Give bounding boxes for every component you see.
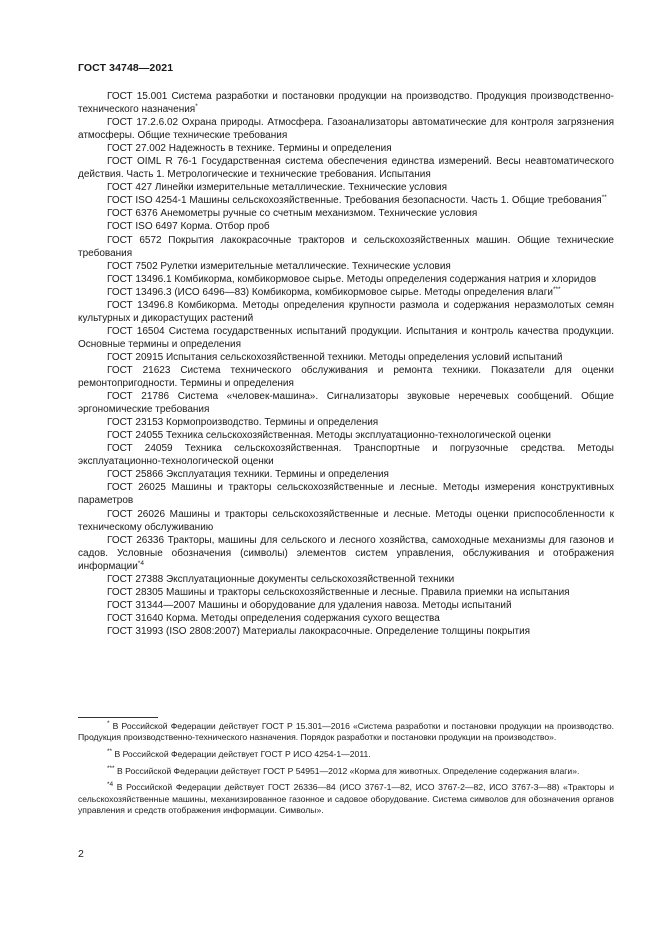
reference-text: ГОСТ 13496.1 Комбикорма, комбикормовое сырье. Методы определения содержания натрия и хлоридов <box>107 273 597 285</box>
reference-text: ГОСТ 31640 Корма. Методы определения содержания сухого вещества <box>107 612 440 624</box>
reference-text: ГОСТ 21786 Система «человек-машина». Сигнализаторы звуковые неречевых сообщений. Общие эргономические требования <box>78 391 614 416</box>
reference-item <box>78 442 614 468</box>
reference-text: ГОСТ OIML R 76-1 Государственная система обеспечения единства измерений. Весы неавтоматического действия. Часть 1. Метрологические и технические требования. Испытания <box>78 156 614 181</box>
reference-text: ГОСТ 6572 Покрытия лакокрасочные тракторов и сельскохозяйственных машин. Общие технические требования <box>78 234 614 259</box>
reference-item <box>78 429 614 442</box>
reference-text: ГОСТ 28305 Машины и тракторы сельскохозяйственные и лесные. Правила приемки на испытания <box>107 586 570 598</box>
footnote-marker: * <box>195 103 198 111</box>
reference-text: ГОСТ ISO 6497 Корма. Отбор проб <box>107 221 270 233</box>
reference-item <box>78 142 614 155</box>
reference-item <box>78 481 614 507</box>
reference-text: ГОСТ ISO 4254-1 Машины сельскохозяйственные. Требования безопасности. Часть 1. Общие требования <box>107 195 602 207</box>
reference-item <box>78 155 614 181</box>
footnote-marker: *4 <box>137 559 144 567</box>
reference-item <box>78 273 614 286</box>
reference-item <box>78 207 614 220</box>
footnote-mark: * <box>107 720 110 727</box>
reference-item <box>78 181 614 194</box>
document-code-header: ГОСТ 34748—2021 <box>78 62 174 74</box>
reference-item <box>78 90 614 116</box>
footnote-item <box>78 749 614 760</box>
reference-item <box>78 299 614 325</box>
reference-text: ГОСТ 20915 Испытания сельскохозяйственной техники. Методы определения условий испытаний <box>107 351 563 363</box>
reference-item <box>78 573 614 586</box>
footnote-mark: *** <box>107 764 115 772</box>
reference-item <box>78 194 614 207</box>
reference-text: ГОСТ 24059 Техника сельскохозяйственная. Транспортные и погрузочные средства. Методы эксплуатационно-технологической оценки <box>78 443 614 468</box>
reference-item <box>78 468 614 481</box>
reference-item <box>78 534 614 573</box>
reference-text: ГОСТ 13496.3 (ИСО 6496—83) Комбикорма, комбикормовое сырье. Методы определения влаги <box>107 286 553 298</box>
reference-item <box>78 390 614 416</box>
reference-item <box>78 599 614 612</box>
footnote-mark: *4 <box>107 781 114 789</box>
page-number: 2 <box>78 848 84 860</box>
reference-item <box>78 260 614 273</box>
reference-text: ГОСТ 26026 Машины и тракторы сельскохозяйственные и лесные. Методы оценки приспособленности к техническому обслуживанию <box>78 508 614 533</box>
reference-text: ГОСТ 23153 Кормопроизводство. Термины и определения <box>107 417 379 429</box>
reference-text: ГОСТ 13496.8 Комбикорма. Методы определения крупности размола и содержания неразмолотых семян культурных и дикорастущих растений <box>78 299 614 324</box>
reference-item <box>78 586 614 599</box>
reference-text: ГОСТ 15.001 Система разработки и постановки продукции на производство. Продукция производственно-технического назначения <box>78 91 614 116</box>
footnote-item <box>78 782 614 816</box>
footnote-text: В Российской Федерации действует ГОСТ Р ИСО 4254-1—2011. <box>112 748 371 759</box>
reference-text: ГОСТ 21623 Система технического обслуживания и ремонта техники. Показатели для оценки ремонтопригодности. Термины и определения <box>78 364 614 390</box>
reference-text: ГОСТ 26336 Тракторы, машины для сельского и лесного хозяйства, самоходные механизмы для газонов и садов. Условные обозначения (символы) элементов систем управления, обслуживания и отображения информации <box>78 534 614 572</box>
footnote-mark: ** <box>107 747 113 755</box>
reference-text: ГОСТ 16504 Система государственных испытаний продукции. Испытания и контроль качества продукции. Основные термины и определения <box>78 325 614 350</box>
normative-references-list <box>78 90 614 638</box>
reference-item <box>78 612 614 625</box>
footnote-text: В Российской Федерации действует ГОСТ Р 15.301—2016 «Система разработки и постановки продукции на производство. Продукция производственно-технического назначения. Порядок разработки и постановки продукции на производство». <box>78 721 614 743</box>
reference-text: ГОСТ 31993 (ISO 2808:2007) Материалы лакокрасочные. Определение толщины покрытия <box>107 625 531 637</box>
reference-text: ГОСТ 25866 Эксплуатация техники. Термины и определения <box>107 469 389 481</box>
reference-text: ГОСТ 27388 Эксплуатационные документы сельскохозяйственной техники <box>107 573 455 585</box>
reference-text: ГОСТ 24055 Техника сельскохозяйственная. Методы эксплуатационно-технологической оценки <box>107 430 551 442</box>
footnote-text: В Российской Федерации действует ГОСТ 26336—84 (ИСО 3767-1—82, ИСО 3767-2—82, ИСО 3767-3—88) «Тракторы и сельскохозяйственные машины, механизированное газонное и садовое оборудование. Система символов для обозначения органов управления и средств отображения информации. Символы». <box>78 782 614 815</box>
reference-item <box>78 220 614 233</box>
reference-text: ГОСТ 7502 Рулетки измерительные металлические. Технические условия <box>107 260 451 272</box>
footnote-marker: ** <box>601 194 607 202</box>
reference-text: ГОСТ 17.2.6.02 Охрана природы. Атмосфера. Газоанализаторы автоматические для контроля загрязнения атмосферы. Общие технические требования <box>78 117 614 142</box>
footnote-marker: *** <box>552 285 561 293</box>
reference-item <box>78 351 614 364</box>
reference-text: ГОСТ 427 Линейки измерительные металлические. Технические условия <box>107 182 447 194</box>
reference-item <box>78 625 614 638</box>
reference-item <box>78 364 614 390</box>
reference-item <box>78 508 614 534</box>
reference-text: ГОСТ 26025 Машины и тракторы сельскохозяйственные и лесные. Методы измерения конструктивных параметров <box>78 482 614 507</box>
footnote-separator <box>78 717 158 718</box>
reference-text: ГОСТ 27.002 Надежность в технике. Термины и определения <box>107 143 392 155</box>
reference-text: ГОСТ 6376 Анемометры ручные со счетным механизмом. Технические условия <box>107 208 478 220</box>
reference-item <box>78 286 614 299</box>
reference-item <box>78 234 614 260</box>
footnote-item <box>78 721 614 743</box>
footnotes-list <box>78 721 614 821</box>
reference-text: ГОСТ 31344—2007 Машины и оборудование для удаления навоза. Методы испытаний <box>107 599 512 611</box>
footnote-item <box>78 766 614 777</box>
reference-item <box>78 416 614 429</box>
reference-item <box>78 116 614 142</box>
footnote-text: В Российской Федерации действует ГОСТ Р 54951—2012 «Корма для животных. Определение содержания влаги». <box>114 765 580 776</box>
reference-item <box>78 325 614 351</box>
